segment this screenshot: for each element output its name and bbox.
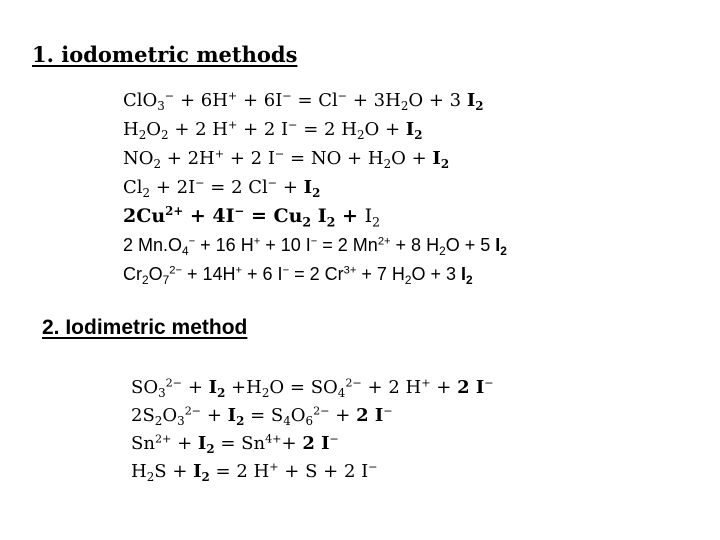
- equation-token: [234, 205, 244, 227]
- subscript: 2: [302, 214, 312, 230]
- superscript: 2+: [165, 203, 184, 218]
- equation-row: [131, 374, 494, 402]
- subscript: 4: [283, 414, 291, 429]
- equation-token: O = SO: [269, 377, 338, 398]
- equation-token: +: [329, 405, 357, 426]
- equation-token: 2Cu: [123, 205, 166, 227]
- equation-row: [123, 115, 507, 144]
- equation-token: +: [281, 433, 303, 454]
- equation-row: [123, 231, 507, 260]
- equation-token: [312, 177, 321, 201]
- equation-token: [165, 205, 183, 227]
- subscript: 2: [356, 128, 365, 143]
- equation-token: + 8 H: [390, 235, 440, 255]
- subscript: 4: [337, 386, 346, 401]
- equation-row: [123, 144, 507, 173]
- equation-token: [288, 119, 297, 140]
- equation-token: [215, 148, 224, 169]
- equation-token: S +: [154, 461, 194, 482]
- equation-token: [268, 177, 277, 198]
- subscript: 2: [326, 214, 336, 230]
- equation-token: 2 I: [457, 377, 485, 398]
- equation-token: + 6I: [237, 90, 283, 111]
- subscript: 2: [154, 414, 163, 429]
- equation-token: [153, 148, 162, 172]
- equation-token: [177, 405, 185, 429]
- subscript: 2: [475, 99, 484, 114]
- subscript: 2: [404, 273, 412, 288]
- equation-token: I: [208, 377, 218, 398]
- equation-token: + 7 H: [356, 264, 405, 284]
- superscript: 2+: [377, 235, 391, 248]
- superscript: +: [214, 147, 225, 161]
- superscript: +: [235, 264, 243, 277]
- equation-token: + 6 I: [242, 264, 283, 284]
- equation-token: I: [197, 433, 207, 454]
- subscript: 2: [138, 128, 147, 143]
- superscript: −: [164, 89, 175, 103]
- equation-token: [356, 119, 365, 143]
- superscript: −: [383, 404, 393, 418]
- superscript: 2−: [345, 376, 362, 390]
- equation-token: Sn: [131, 433, 155, 454]
- subscript: 4: [182, 244, 189, 259]
- subscript: 2: [146, 470, 155, 485]
- equation-token: [157, 90, 165, 114]
- equation-token: [338, 90, 347, 111]
- equation-token: I: [311, 205, 327, 227]
- equation-token: [201, 461, 210, 485]
- superscript: −: [337, 89, 348, 103]
- equation-token: SO: [131, 377, 159, 398]
- equation-token: [155, 433, 171, 454]
- equation-token: I: [466, 90, 476, 111]
- equation-token: = 2 H: [297, 119, 357, 140]
- superscript: −: [329, 432, 339, 446]
- equation-token: +: [277, 177, 304, 198]
- equation-token: [269, 461, 278, 482]
- equation-token: +: [335, 205, 365, 227]
- equation-token: +: [171, 433, 198, 454]
- equation-token: +: [430, 377, 458, 398]
- equation-token: Cr: [123, 264, 142, 284]
- equation-token: [228, 119, 237, 140]
- subscript: 2: [312, 186, 321, 201]
- equation-token: [165, 90, 174, 111]
- equation-token: [383, 405, 392, 426]
- equation-token: +: [182, 377, 209, 398]
- equation-token: = 2 Cl: [204, 177, 268, 198]
- equation-token: [182, 235, 189, 259]
- subscript: 2: [236, 414, 245, 429]
- equation-token: [383, 148, 392, 172]
- equation-token: [305, 405, 314, 429]
- equation-token: [368, 461, 377, 482]
- equation-token: +H: [225, 377, 262, 398]
- equation-token: [330, 433, 339, 454]
- subscript: 7: [162, 273, 170, 288]
- equation-token: [344, 264, 357, 284]
- subscript: 2: [206, 442, 215, 457]
- equation-token: O +: [391, 148, 433, 169]
- equation-token: [500, 235, 507, 259]
- superscript: +: [253, 235, 261, 248]
- superscript: −: [310, 235, 318, 248]
- subscript: 6: [305, 414, 314, 429]
- equation-token: I: [461, 264, 467, 284]
- equation-token: [206, 433, 215, 457]
- subscript: 2: [142, 273, 149, 288]
- equation-token: + 2 I: [224, 148, 275, 169]
- equation-token: + 16 H: [195, 235, 254, 255]
- equation-token: 2 I: [302, 433, 330, 454]
- subscript: 2: [261, 386, 270, 401]
- superscript: −: [484, 376, 494, 390]
- equation-token: [345, 377, 361, 398]
- superscript: 2+: [154, 432, 172, 446]
- equation-token: O + 5: [445, 235, 496, 255]
- equation-token: [158, 377, 166, 401]
- equation-token: [440, 148, 450, 172]
- equation-token: + 2 H: [361, 377, 422, 398]
- superscript: +: [228, 118, 238, 132]
- equation-token: O: [290, 405, 306, 426]
- equation-token: [142, 177, 151, 201]
- equation-token: = NO + H: [284, 148, 384, 169]
- superscript: +: [421, 376, 431, 390]
- equation-token: I: [303, 177, 313, 198]
- equation-token: O + 3: [408, 90, 467, 111]
- equation-token: + 6H: [174, 90, 228, 111]
- equation-token: +: [201, 405, 228, 426]
- equation-row: [131, 458, 494, 486]
- equation-token: [161, 119, 169, 143]
- subscript: 2: [161, 128, 169, 143]
- equation-token: + 2 H: [168, 119, 228, 140]
- superscript: 2−: [313, 404, 330, 418]
- superscript: 2−: [165, 376, 183, 390]
- equation-token: O: [162, 405, 178, 426]
- superscript: −: [282, 264, 290, 277]
- equation-token: [378, 235, 391, 255]
- subscript: 2: [500, 244, 507, 259]
- superscript: −: [274, 147, 285, 161]
- equation-token: I: [227, 405, 237, 426]
- equation-token: I: [193, 461, 202, 482]
- equation-token: [275, 148, 284, 169]
- equation-token: = 2 Mn: [317, 235, 378, 255]
- equation-token: + 2 I: [237, 119, 289, 140]
- equation-token: [195, 177, 204, 198]
- equation-token: O + 3: [411, 264, 462, 284]
- subscript: 2: [400, 99, 409, 114]
- equation-token: [439, 235, 446, 259]
- equation-row: [131, 430, 494, 458]
- equation-token: = Cl: [291, 90, 338, 111]
- subscript: 2: [201, 470, 210, 485]
- subscript: 2: [372, 214, 381, 230]
- equation-token: + 2I: [150, 177, 196, 198]
- equation-token: [185, 405, 201, 426]
- equation-token: + 10 I: [260, 235, 311, 255]
- equation-token: [313, 405, 329, 426]
- subscript: 2: [440, 157, 450, 172]
- equation-token: + 14H: [181, 264, 236, 284]
- equation-token: [282, 90, 291, 111]
- equation-token: I: [405, 119, 415, 140]
- equation-token: + S + 2 I: [278, 461, 369, 482]
- equation-token: 2S: [131, 405, 155, 426]
- subscript: 2: [383, 157, 392, 172]
- subscript: 2: [439, 244, 446, 259]
- equation-token: + 4I: [183, 205, 235, 227]
- equation-token: [302, 205, 312, 230]
- equation-token: [283, 405, 291, 429]
- equation-token: O: [146, 119, 162, 140]
- subscript: 3: [157, 99, 165, 114]
- equation-token: Cl: [123, 177, 143, 198]
- subscript: 2: [414, 128, 423, 143]
- equation-token: [421, 377, 430, 398]
- iodometric-equations: [123, 86, 507, 289]
- equation-token: = Sn: [214, 433, 266, 454]
- equation-token: + 3H: [347, 90, 401, 111]
- superscript: +: [227, 89, 238, 103]
- equation-token: = 2 H: [209, 461, 270, 482]
- equation-token: NO: [123, 148, 154, 169]
- equation-row: [123, 173, 507, 202]
- equation-token: I: [364, 205, 373, 227]
- equation-token: [166, 377, 182, 398]
- superscript: −: [368, 460, 378, 474]
- subscript: 2: [153, 157, 162, 172]
- equation-token: [414, 119, 423, 143]
- subscript: 3: [158, 386, 166, 401]
- equation-row: [123, 260, 507, 289]
- section1-title: 1. iodometric methods: [32, 42, 298, 67]
- superscript: −: [195, 176, 205, 190]
- superscript: −: [188, 235, 196, 248]
- superscript: −: [288, 118, 298, 132]
- subscript: 2: [142, 186, 151, 201]
- superscript: 2−: [184, 404, 202, 418]
- equation-token: O +: [364, 119, 406, 140]
- equation-token: H: [123, 119, 139, 140]
- subscript: 3: [177, 414, 185, 429]
- subscript: 2: [217, 386, 226, 401]
- equation-token: = Cu: [244, 205, 303, 227]
- equation-token: H: [131, 461, 147, 482]
- equation-token: 2 Mn.O: [123, 235, 183, 255]
- superscript: 4+: [265, 432, 282, 446]
- superscript: 3+: [343, 264, 357, 277]
- equation-token: I: [495, 235, 501, 255]
- equation-token: [372, 205, 381, 230]
- equation-token: + 2H: [161, 148, 215, 169]
- equation-token: [475, 90, 484, 114]
- superscript: +: [269, 460, 279, 474]
- equation-row: [131, 402, 494, 430]
- equation-row: [123, 86, 507, 115]
- equation-token: [484, 377, 493, 398]
- equation-row: [123, 202, 507, 231]
- section2-title: 2. Iodimetric method: [42, 316, 248, 339]
- superscript: −: [234, 203, 245, 218]
- equation-token: [265, 433, 281, 454]
- equation-token: 2 I: [356, 405, 384, 426]
- equation-token: [169, 264, 182, 284]
- equation-token: = S: [244, 405, 284, 426]
- superscript: −: [282, 89, 292, 103]
- equation-token: [466, 264, 473, 288]
- superscript: 2−: [169, 264, 182, 277]
- iodimetric-equations: [131, 374, 494, 486]
- equation-token: I: [432, 148, 441, 169]
- subscript: 2: [466, 273, 473, 288]
- equation-token: = 2 Cr: [289, 264, 344, 284]
- equation-token: [228, 90, 237, 111]
- equation-token: O: [148, 264, 163, 284]
- equation-token: [142, 264, 149, 288]
- equation-token: ClO: [123, 90, 158, 111]
- superscript: −: [267, 176, 278, 190]
